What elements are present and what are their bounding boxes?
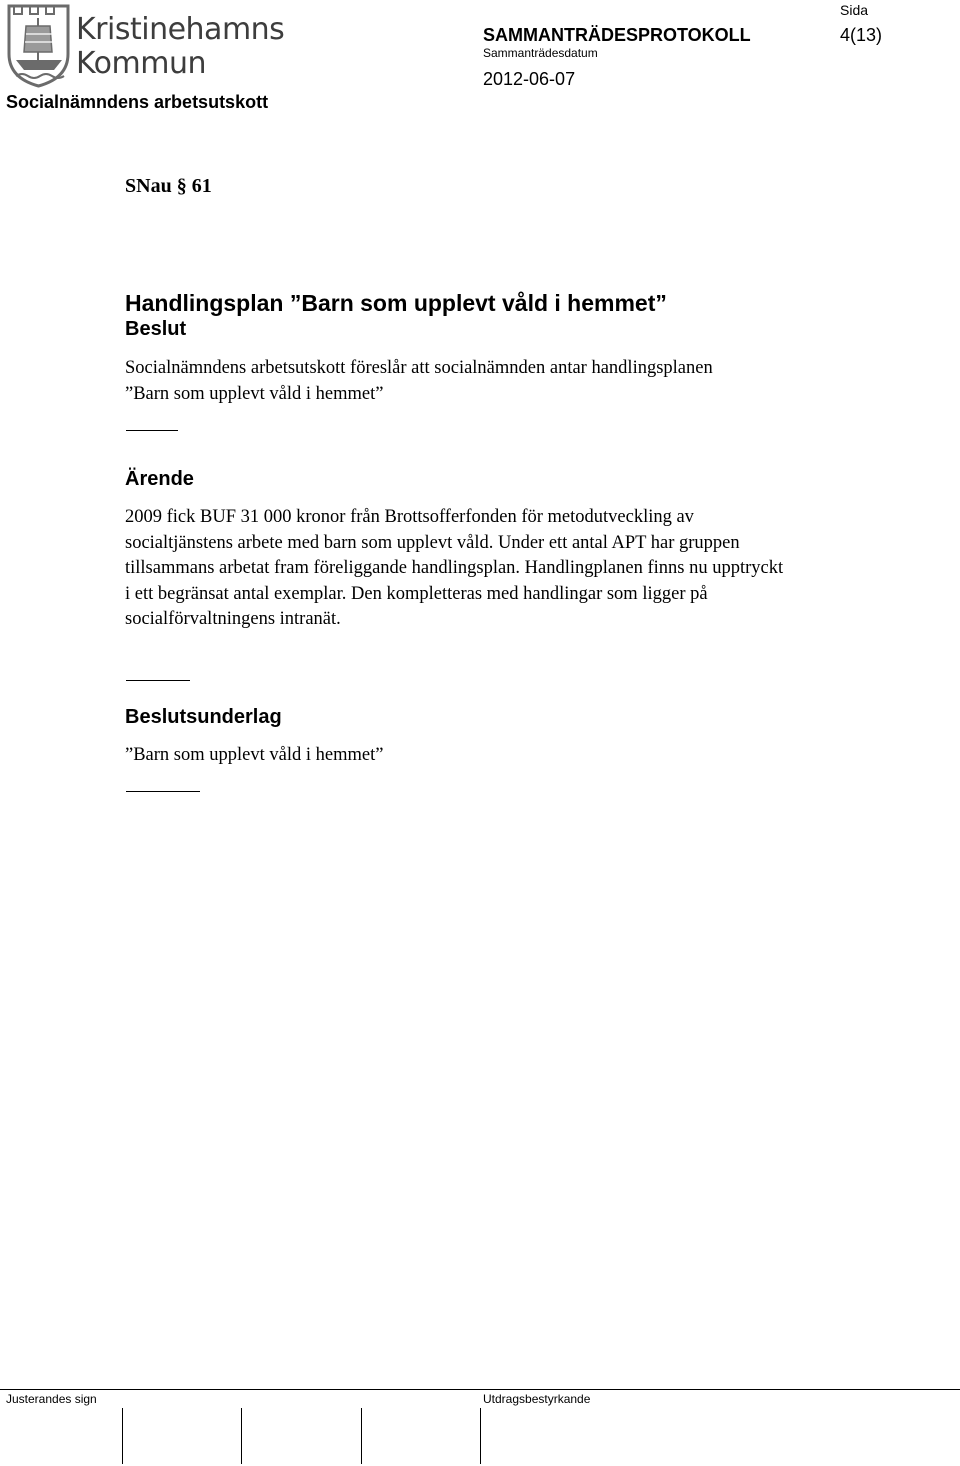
logo-text-line1: Kristinehamns xyxy=(76,12,285,47)
beslut-text xyxy=(125,356,713,407)
footer-divider xyxy=(0,1389,960,1390)
section-divider xyxy=(126,680,190,681)
document-title: Handlingsplan ”Barn som upplevt våld i hemmet” xyxy=(125,290,667,316)
signature-box-divider xyxy=(122,1408,123,1464)
page-number: 4(13) xyxy=(840,25,883,45)
arende-text xyxy=(125,505,783,633)
signature-label: Justerandes sign xyxy=(6,1392,97,1406)
heading-beslut: Beslut xyxy=(125,318,187,340)
text-line: 2009 fick BUF 31 000 kronor från Brottsofferfonden för metodutveckling av xyxy=(125,507,694,527)
section-divider xyxy=(126,791,200,792)
page-label: Sida xyxy=(840,2,869,18)
heading-beslutsunderlag: Beslutsunderlag xyxy=(125,706,282,728)
signature-box-divider xyxy=(480,1408,481,1464)
beslutsunderlag-text xyxy=(125,743,383,769)
text-line: Socialnämndens arbetsutskott föreslår att socialnämnden antar handlingsplanen xyxy=(125,358,713,378)
text-line: ”Barn som upplevt våld i hemmet” xyxy=(125,383,384,404)
text-line: socialförvaltningens intranät. xyxy=(125,609,341,629)
text-line: tillsammans arbetat fram föreliggande handlingsplan. Handlingplanen finns nu upptryckt xyxy=(125,558,784,578)
paragraph-id: SNau § 61 xyxy=(125,175,212,197)
organization-name: Socialnämndens arbetsutskott xyxy=(6,92,269,112)
certification-label: Utdragsbestyrkande xyxy=(483,1392,591,1406)
document-type: SAMMANTRÄDESPROTOKOLL xyxy=(483,25,751,45)
signature-box-divider xyxy=(241,1408,242,1464)
date-label: Sammanträdesdatum xyxy=(483,46,598,60)
text-line: i ett begränsat antal exemplar. Den kompletteras med handlingar som ligger på xyxy=(125,583,708,604)
meeting-date: 2012-06-07 xyxy=(483,69,576,89)
heading-arende: Ärende xyxy=(125,468,194,490)
logo-text-line2: Kommun xyxy=(76,46,207,81)
text-line: ”Barn som upplevt våld i hemmet” xyxy=(125,745,384,765)
municipality-logo xyxy=(6,2,285,88)
section-divider xyxy=(126,430,178,431)
text-line: socialtjänstens arbete med barn som upplevt våld. Under ett antal APT har gruppen xyxy=(125,532,740,553)
signature-box-divider xyxy=(361,1408,362,1464)
